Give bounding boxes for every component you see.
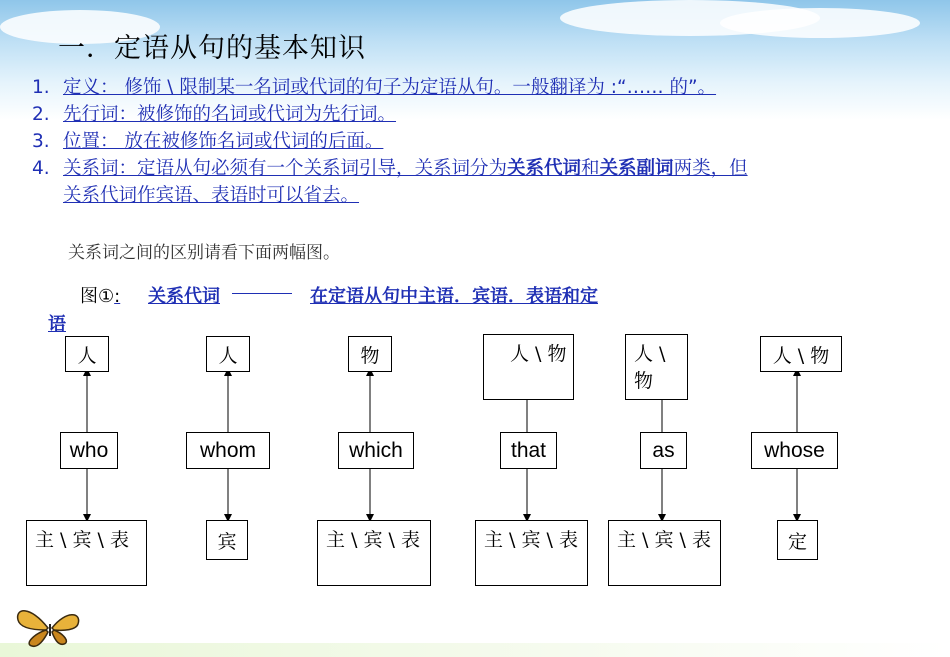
note-text: 关系词之间的区别请看下面两幅图。 [68,243,340,263]
figure-colon: : [114,286,121,307]
relative-word-box: whom [186,432,270,469]
antecedent-box: 物 [348,336,392,372]
item-text-part: 关系词：定语从句必须有一个关系词引导，关系词分为 [63,158,508,179]
item-number: 1. [32,77,50,98]
slide-title: 一．定语从句的基本知识 [58,33,366,64]
figure-caption-part3: 语 [48,314,66,335]
function-box: 主 \ 宾 \ 表 [26,520,147,586]
antecedent-box: 人 \ 物 [760,336,842,372]
relative-adverb-term: 关系副词 [599,158,674,179]
figure-caption-part1: 关系代词 [148,286,220,307]
item-text-part: 和 [581,158,600,179]
function-box: 主 \ 宾 \ 表 [608,520,721,586]
relative-word-box: who [60,432,118,469]
antecedent-box: 人 [65,336,109,372]
item-number: 4. [32,158,50,179]
item-number: 3. [32,131,50,152]
function-box: 宾 [206,520,248,560]
function-box: 定 [777,520,818,560]
antecedent-box: 人 \ 物 [625,334,688,400]
relative-word-box: as [640,432,687,469]
figure-caption-part2: 在定语从句中主语．宾语．表语和定 [310,286,598,307]
relative-word-box: which [338,432,414,469]
item-text: 位置： 放在被修饰名词或代词的后面。 [63,131,384,152]
antecedent-box: 人 \ 物 [483,334,574,400]
relative-word-box: whose [751,432,838,469]
butterfly-icon [10,600,90,650]
antecedent-box: 人 [206,336,250,372]
item-text: 定义： 修饰 \ 限制某一名词或代词的句子为定语从句。一般翻译为 :“…… 的”。 [63,77,717,98]
function-box: 主 \ 宾 \ 表 [317,520,431,586]
relative-word-box: that [500,432,557,469]
figure-number: 图① [80,286,115,307]
item-number: 2. [32,104,50,125]
item-text-line2: 关系代词作宾语、表语时可以省去。 [63,185,360,206]
item-text-part: 两类，但 [673,158,748,179]
function-box: 主 \ 宾 \ 表 [475,520,588,586]
relative-pronoun-term: 关系代词 [507,158,582,179]
item-text: 先行词：被修饰的名词或代词为先行词。 [63,104,397,125]
